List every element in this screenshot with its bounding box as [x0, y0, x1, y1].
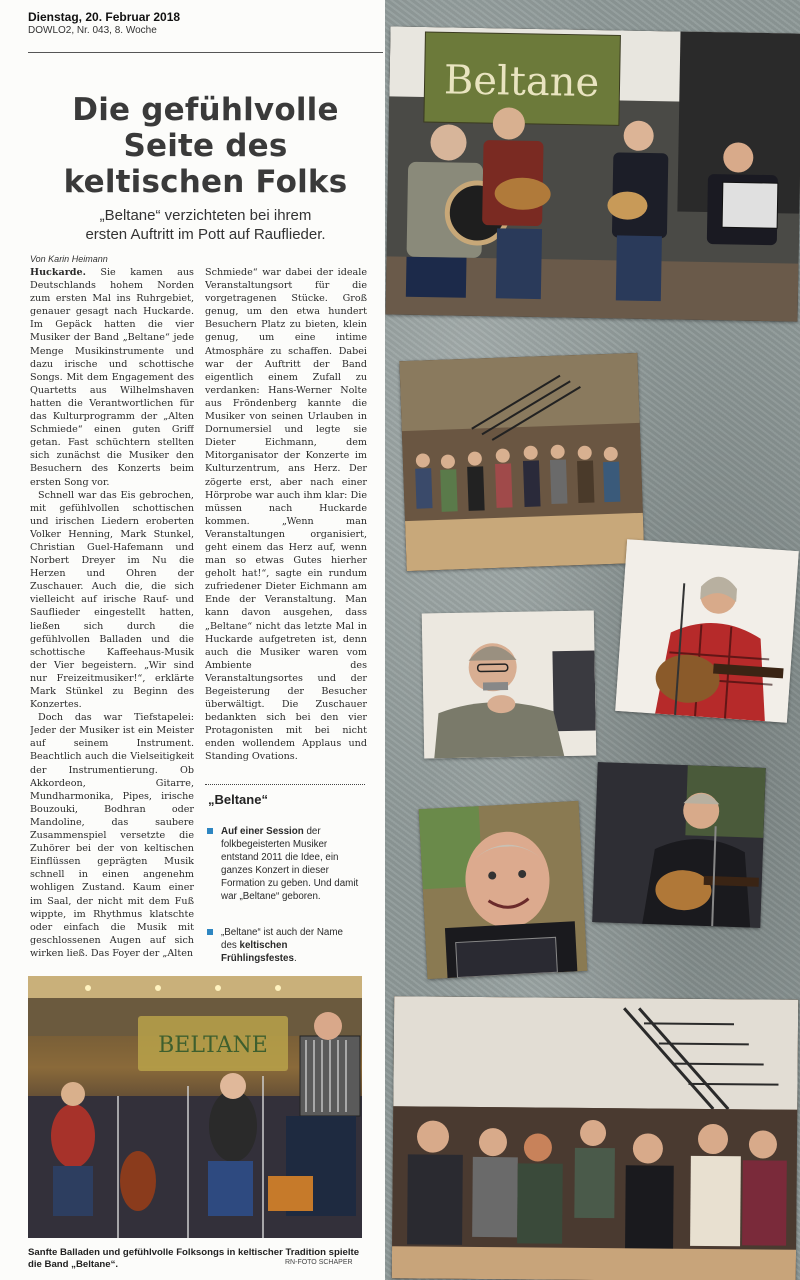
- bullet-2-bold: keltischen Frühlingsfestes: [221, 940, 294, 964]
- clapping-audience-illustration: [392, 996, 798, 1280]
- band-stage-illustration: [28, 976, 362, 1238]
- issue-edition: DOWLO2, Nr. 043, 8. Woche: [28, 25, 157, 36]
- headline-line-2: Seite des: [123, 128, 288, 164]
- headline-line-3: keltischen Folks: [63, 164, 348, 200]
- infobox-separator: [205, 784, 365, 785]
- article-author: Von Karin Heimann: [30, 254, 108, 264]
- audience-dancing-photo: [399, 353, 644, 571]
- subtitle-line-2: ersten Auftritt im Pott auf Rauflieder.: [85, 226, 326, 243]
- paragraph-4: Schmiede“ war dabei der ideale Veranstaltungsort für die vorgetragenen Stücke. Groß genug, um den etwa hundert Besuchern Platz zu bieten, klein genug, um eine intime Atmosphäre zu schaffen. Dabei war der Auftritt der Band eigentlich einem Zufall zu verdanken: Hans-Werner Nolte aus Fröndenberg kannte die Musiker von seinen Urlauben in Dornumersiel und legte sie Dieter Eichmann, dem Mitorganisator der Konzerte im Kulturzentrum, ans Herz. Der zögerte erst, aber nach einer Hörprobe war auch ihm klar: Die müssen nach Huckarde kommen. „Wenn man Veranstaltungen organisiert, geht einem das Herz auf, wenn man so etwas Gutes hierher geholt hat!“, sagte ein rundum zufriedener Dieter Eichmann am Ende der Veranstaltung. Man kann davon ausgehen, dass „Beltane“ nicht das letzte Mal in Huckarde aufgetreten ist, denn auch die Musiker waren vom Ambiente des Veranstaltungsortes und der Begeisterung der Besucher überwältigt. Die Zuschauer bedankten sich bei den vier Protagonisten mit bei nicht enden wollendem Applaus und Standing Ovations.: [205, 267, 367, 763]
- guitarist-photo: [615, 539, 799, 723]
- bullet-2-text: „Beltane“ ist auch der Name des: [221, 927, 343, 951]
- photo-collage: [385, 0, 800, 1280]
- article-headline: [28, 92, 383, 200]
- paragraph-1: [30, 266, 194, 489]
- article-column-1: [30, 266, 194, 972]
- newspaper-clipping: [0, 0, 385, 1280]
- bullet-square-icon: [207, 929, 213, 935]
- article-column-2: [205, 266, 367, 782]
- beltane-banner-text: Beltane: [443, 57, 600, 107]
- audience-dancing-illustration: [399, 353, 644, 571]
- band-performance-photo: [386, 26, 800, 321]
- bullet-2-end: .: [293, 953, 297, 964]
- photo-credit: RN-FOTO SCHAPER: [285, 1259, 353, 1266]
- infobox-bullet-2: [207, 926, 361, 965]
- headline-line-1: Die gefühlvolle: [72, 92, 339, 128]
- accordion-player-illustration: [419, 801, 588, 979]
- bullet-1-lead: Auf einer Session: [221, 826, 304, 837]
- paragraph-3: Doch das war Tiefstapelei: Jeder der Musiker ist ein Meister auf seinem Instrument. Beachtlich auch die Vielseitigkeit der Instrumentierung. Ob Akkordeon, Gitarre, Mundharmonika, Pipes, irische Bouzouki, Bodhran oder Mandoline, das saubere Zusammenspiel versetzte die Zuhörer bei der von keltischen Einflüssen geprägten Musik schnell in einen angenehm wohligen Zustand. Kaum einer im Saal, der nicht mit dem Fuß wippte, im Rhythmus klatschte oder einfach die Musik mit geschlossenen Augen auf sich wirken ließ. Das Foyer der „Alten: [30, 712, 194, 959]
- paragraph-1-text: Sie kamen aus Deutschlands hohem Norden zum ersten Mal ins Ruhrgebiet, genauer gesagt nach Huckarde. Im Gepäck hatten die vier Musiker der Band „Beltane“ jede Menge Musikinstrumente und dazu irische und schottische Songs. Mit dem Engagement des Quartetts aus Wilhelmshaven hatten die Verantwortlichen für das Kulturprogramm der „Alten Schmiede“ einen guten Griff getan. Fast schüchtern stellten sich zunächst die Musiker den Besuchern des Konzerts beim ersten Song vor.: [30, 267, 194, 488]
- dateline: Huckarde.: [30, 267, 86, 278]
- subtitle-line-1: „Beltane“ verzichteten bei ihrem: [99, 207, 312, 224]
- band-performance-illustration: [386, 26, 800, 321]
- band-stage-photo: [28, 976, 362, 1238]
- mandolin-player-photo: [592, 762, 765, 928]
- issue-date: Dienstag, 20. Februar 2018: [28, 10, 181, 24]
- mandolin-player-illustration: [592, 762, 765, 928]
- infobox-bullet-1: [207, 825, 361, 903]
- bullet-square-icon: [207, 828, 213, 834]
- bullet-1-text: der folkbegeisterten Musiker entstand 2011 die Idee, ein ganzes Konzert in dieser Formation zu geben. Und damit war „Beltane“ geboren.: [221, 826, 359, 902]
- photo-caption: Sanfte Balladen und gefühlvolle Folksongs in keltischer Tradition spielte die Band „Beltane“.: [28, 1247, 360, 1270]
- harmonica-player-illustration: [422, 611, 597, 759]
- accordion-player-photo: [419, 801, 588, 979]
- header-rule: [28, 52, 383, 53]
- paragraph-2: Schnell war das Eis gebrochen, mit gefühlvollen schottischen und irischen Liedern eroberten Volker Henning, Mark Stunkel, Christian Guel-Hafemann und Norbert Dreyer im Nu die Herzen und Ohren der Zuschauer. Auch die, die sich vielleicht auf irische Rauf- und Sauflieder eingestellt hatten, ließen sich durch die gefühlvollen Balladen und die schottische Kaffeehaus-Musik der Vier begeistern. „Wir sind nur Freizeitmusiker!“, erklärte Mark Stünkel zu Beginn des Konzertes.: [30, 489, 194, 711]
- clapping-audience-photo: [392, 996, 798, 1280]
- stage-banner-text: BELTANE: [158, 1033, 268, 1058]
- harmonica-player-photo: [422, 611, 597, 759]
- infobox-title: „Beltane“: [208, 792, 268, 807]
- guitarist-illustration: [615, 539, 799, 723]
- article-subtitle: [28, 206, 383, 244]
